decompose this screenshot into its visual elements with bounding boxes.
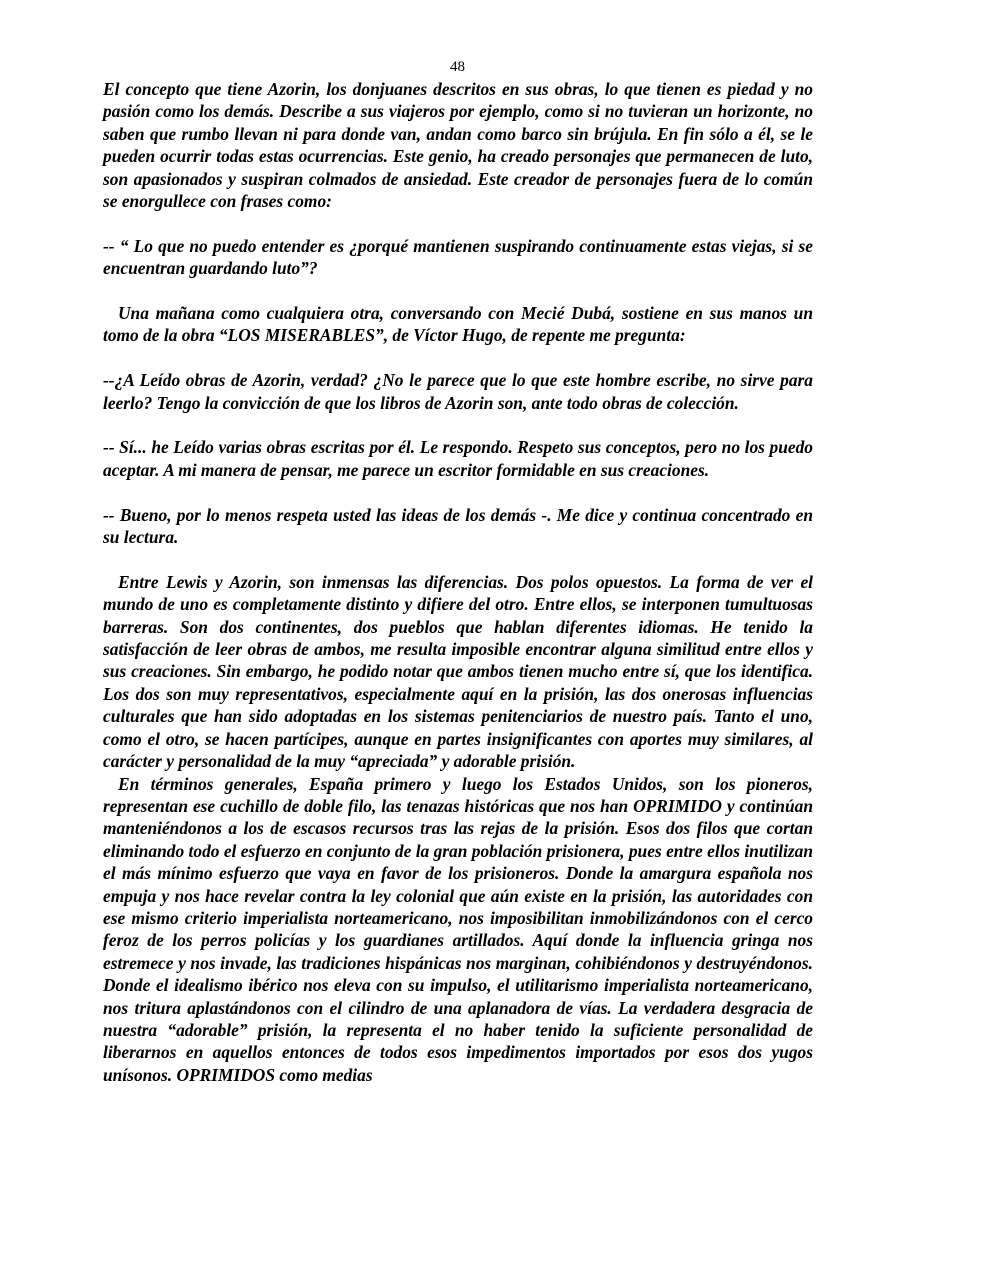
paragraph-mecie-duba: Una mañana como cualquiera otra, conversando con Mecié Dubá, sostiene en sus manos un tomo de la obra “LOS MISERABLES”, de Víctor Hugo, de repente me pregunta:: [103, 303, 813, 346]
paragraph-dialogue-question: --¿A Leído obras de Azorin, verdad? ¿No le parece que lo que este hombre escribe, no sirve para leerlo? Tengo la convicción de que los libros de Azorin son, ante todo obras de colección.: [103, 370, 813, 413]
paragraph-gap: [103, 212, 813, 234]
paragraph-espana-eeuu: En términos generales, España primero y luego los Estados Unidos, son los pioneros, representan ese cuchillo de doble filo, las tenazas históricas que nos han OPRIMIDO y continúan manteniéndonos a los de escasos recursos tras las rejas de la prisión. Esos dos filos que cortan eliminando todo el esfuerzo en conjunto de la gran población prisionera, pues entre ellos inutilizan el más mínimo esfuerzo que vaya en favor de los prisioneros. Donde la amargura española nos empuja y nos hace revelar contra la ley colonial que aún existe en la prisión, las autoridades con ese mismo criterio imperialista norteamericano, nos imposibilitan inmobilizándonos con el cerco feroz de los perros policías y los guardianes artillados. Aquí donde la influencia gringa nos estremece y nos invade, las tradiciones hispánicas nos marginan, cohibiéndonos y destruyéndonos. Donde el idealismo ibérico nos eleva con su impulso, el utilitarismo imperialista norteamericano, nos tritura aplastándonos con el cilindro de una aplanadora de vías. La verdadera desgracia de nuestra “adorable” prisión, la representa el no haber tenido la suficiente personalidad de liberarnos en aquellos entonces de todos esos impedimentos importados por esos dos yugos unísonos. OPRIMIDOS como medias: [103, 773, 813, 1085]
document-body: [103, 78, 813, 1086]
paragraph-gap: [103, 481, 813, 503]
page-number: 48: [450, 59, 465, 75]
paragraph-gap: [103, 414, 813, 436]
paragraph-lewis-azorin: Entre Lewis y Azorin, son inmensas las diferencias. Dos polos opuestos. La forma de ver el mundo de uno es completamente distinto y difiere del otro. Entre ellos, se interponen tumultuosas barreras. Son dos continentes, dos pueblos que hablan diferentes idiomas. He tenido la satisfacción de leer obras de ambos, me resulta imposible encontrar alguna similitud entre ellos y sus creaciones. Sin embargo, he podido notar que ambos tienen mucho entre sí, que los identifica. Los dos son muy representativos, especialmente aquí en la prisión, las dos onerosas influencias culturales que han sido adoptadas en los sistemas penitenciarios de nuestro país. Tanto el uno, como el otro, se hacen partícipes, aunque en partes insignificantes con aportes muy similares, al carácter y personalidad de la muy “apreciada” y adorable prisión.: [103, 571, 813, 772]
paragraph-dialogue-answer: -- Sí... he Leído varias obras escritas por él. Le respondo. Respeto sus conceptos, pero no los puedo aceptar. A mi manera de pensar, me parece un escritor formidable en sus creaciones.: [103, 437, 813, 480]
paragraph-gap: [103, 347, 813, 369]
paragraph-gap: [103, 280, 813, 302]
paragraph-quote-luto: -- “ Lo que no puedo entender es ¿porqué mantienen suspirando continuamente estas viejas, si se encuentran guardando luto”?: [103, 235, 813, 279]
paragraph-azorin-concept: El concepto que tiene Azorin, los donjuanes descritos en sus obras, lo que tienen es piedad y no pasión como los demás. Describe a sus viajeros por ejemplo, como si no tuvieran un horizonte, no saben que rumbo llevan ni para donde van, andan como barco sin brújula. En fin sólo a él, se le pueden ocurrir todas estas ocurrencias. Este genio, ha creado personajes que permanecen de luto, son apasionados y suspiran colmados de ansiedad. Este creador de personajes fuera de lo común se enorgullece con frases como:: [103, 79, 813, 212]
paragraph-dialogue-reply: -- Bueno, por lo menos respeta usted las ideas de los demás -. Me dice y continua concentrado en su lectura.: [103, 504, 813, 548]
paragraph-gap: [103, 548, 813, 570]
